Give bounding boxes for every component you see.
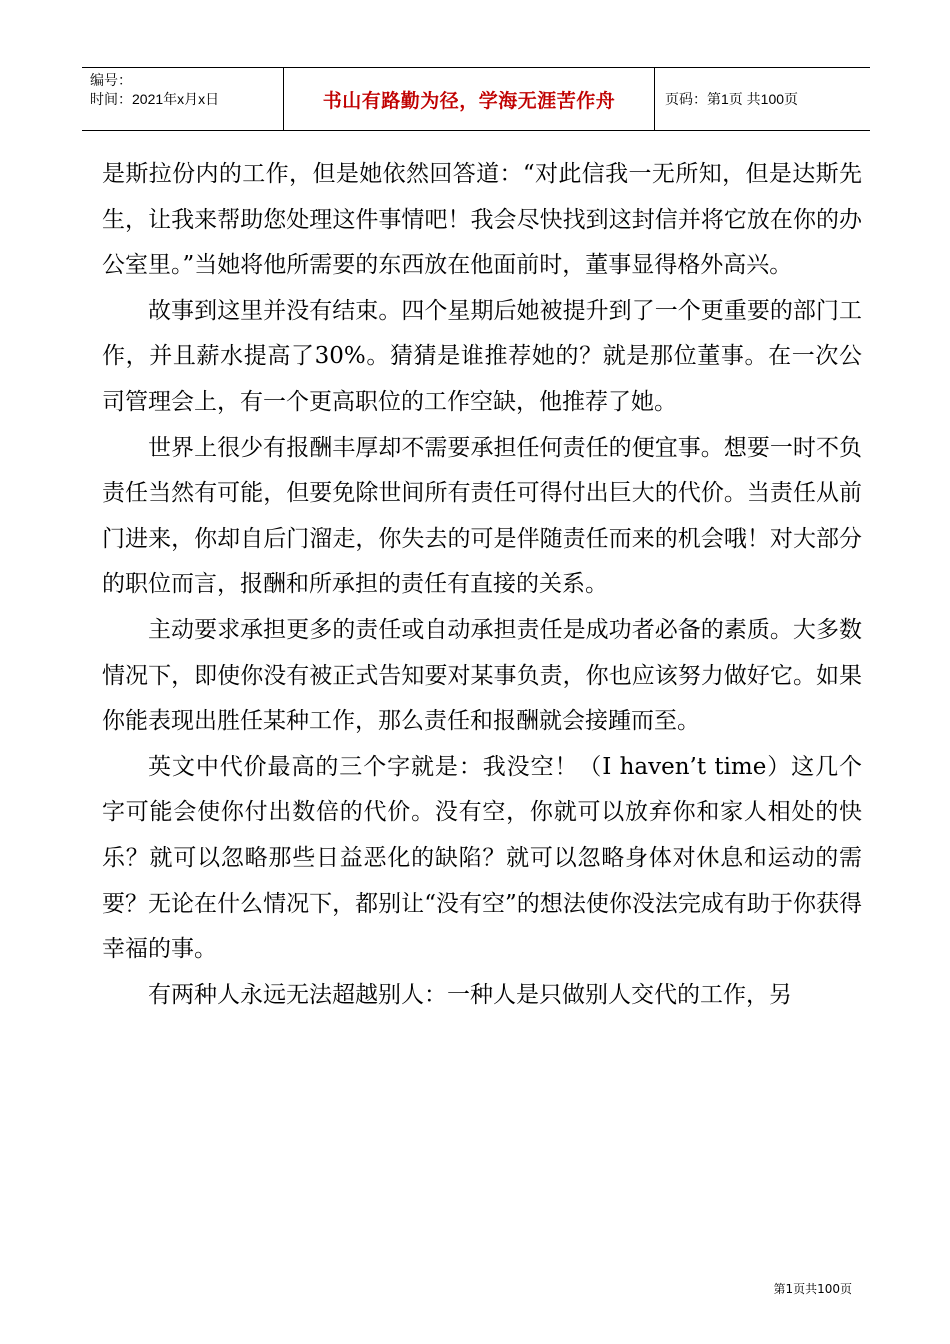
page-code: 页码：第1页 共100页	[665, 91, 799, 107]
document-header	[82, 67, 870, 131]
motto-text: 书山有路勤为径，学海无涯苦作舟	[322, 89, 616, 112]
time-label: 时间：2021年x月x日	[90, 91, 220, 107]
paragraph-5: 英文中代价最高的三个字就是：我没空！（I haven’t time）这几个字可能会使你付出数倍的代价。没有空，你就可以放弃你和家人相处的快乐？就可以忽略那些日益恶化的缺陷？就可以忽略身体对休息和运动的需要？无论在什么情况下，都别让“没有空”的想法使你没法完成有助于你获得幸福的事。	[102, 753, 862, 963]
header-page-cell	[655, 68, 870, 130]
header-motto-cell	[284, 68, 655, 130]
header-meta-cell	[82, 68, 284, 130]
body-text	[102, 152, 862, 1018]
paragraph-6: 有两种人永远无法超越别人：一种人是只做别人交代的工作，另	[148, 981, 792, 1008]
paragraph-4: 主动要求承担更多的责任或自动承担责任是成功者必备的素质。大多数情况下，即使你没有被正式告知要对某事负责，你也应该努力做好它。如果你能表现出胜任某种工作，那么责任和报酬就会接踵而至。	[102, 616, 862, 735]
number-label: 编号：	[90, 72, 132, 88]
paragraph-1: 是斯拉份内的工作，但是她依然回答道：“对此信我一无所知，但是达斯先生，让我来帮助您处理这件事情吧！我会尽快找到这封信并将它放在你的办公室里。”当她将他所需要的东西放在他面前时，董事显得格外高兴。	[102, 161, 862, 279]
paragraph-3: 世界上很少有报酬丰厚却不需要承担任何责任的便宜事。想要一时不负责任当然有可能，但要免除世间所有责任可得付出巨大的代价。当责任从前门进来，你却自后门溜走，你失去的可是伴随责任而来的机会哦！对大部分的职位而言，报酬和所承担的责任有直接的关系。	[102, 434, 862, 598]
paragraph-2: 故事到这里并没有结束。四个星期后她被提升到了一个更重要的部门工作，并且薪水提高了30%。猜猜是谁推荐她的？就是那位董事。在一次公司管理会上，有一个更高职位的工作空缺，他推荐了她。	[102, 297, 862, 415]
page-footer: 第1页共100页	[773, 1282, 852, 1296]
